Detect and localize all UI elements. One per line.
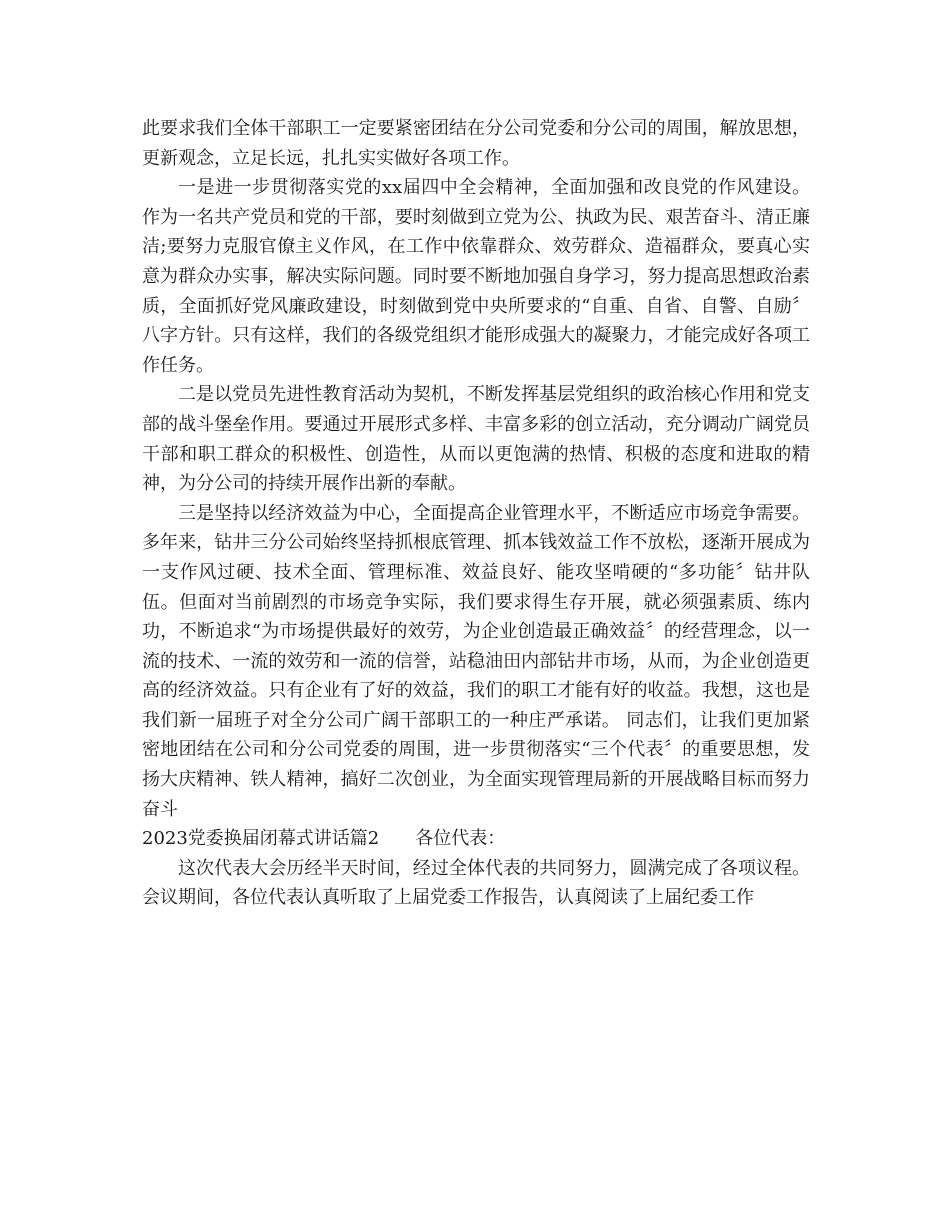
paragraph-point-two: 二是以党员先进性教育活动为契机，不断发挥基层党组织的政治核心作用和党支部的战斗堡垒作用。要通过开展形式多样、丰富多彩的创立活动，充分调动广阔党员干部和职工群众的积极性、创造性，从而以更饱满的热情、积极的态度和进取的精神，为分公司的持续开展作出新的奉献。 bbox=[142, 384, 810, 495]
paragraph-point-one: 一是进一步贯彻落实党的xx届四中全会精神，全面加强和改良党的作风建设。作为一名共产党员和党的干部，要时刻做到立党为公、执政为民、艰苦奋斗、清正廉洁;要努力克服官僚主义作风，在工作中依靠群众、效劳群众、造福群众，要真心实意为群众办实事，解决实际问题。同时要不断地加强自身学习，努力提高思想政治素质，全面抓好党风廉政建设，时刻做到党中央所要求的“自重、自省、自警、自励〞八字方针。只有这样，我们的各级党组织才能形成强大的凝聚力，才能完成好各项工作任务。 bbox=[142, 177, 810, 376]
paragraph-point-three: 三是坚持以经济效益为中心，全面提高企业管理水平，不断适应市场竞争需要。多年来，钻井三分公司始终坚持抓根底管理、抓本钱效益工作不放松，逐渐开展成为一支作风过硬、技术全面、管理标准、效益良好、能攻坚啃硬的“多功能〞钻井队伍。但面对当前剧烈的市场竞争实际，我们要求得生存开展，就必须强素质、练内功，不断追求“为市场提供最好的效劳，为企业创造最正确效益〞的经营理念，以一流的技术、一流的效劳和一流的信誉，站稳油田内部钻井市场，从而，为企业创造更高的经济效益。只有企业有了好的效益，我们的职工才能有好的收益。我想，这也是我们新一届班子对全分公司广阔干部职工的一种庄严承诺。 同志们，让我们更加紧密地团结在公司和分公司党委的周围，进一步贯彻落实“三个代表〞的重要思想，发扬大庆精神、铁人精神，搞好二次创业，为全面实现管理局新的开展战略目标而努力奋斗 bbox=[142, 502, 810, 820]
paragraph-closing: 这次代表大会历经半天时间，经过全体代表的共同努力，圆满完成了各项议程。会议期间，各位代表认真听取了上届党委工作报告，认真阅读了上届纪委工作 bbox=[142, 857, 810, 909]
salutation: 各位代表： bbox=[415, 828, 506, 850]
section-title: 2023党委换届闭幕式讲话篇2 bbox=[142, 828, 380, 850]
section-heading-line bbox=[142, 824, 810, 854]
paragraph-continuation: 此要求我们全体干部职工一定要紧密团结在分公司党委和分公司的周围，解放思想，更新观念，立足长远，扎扎实实做好各项工作。 bbox=[142, 118, 810, 169]
document-body bbox=[142, 114, 810, 913]
